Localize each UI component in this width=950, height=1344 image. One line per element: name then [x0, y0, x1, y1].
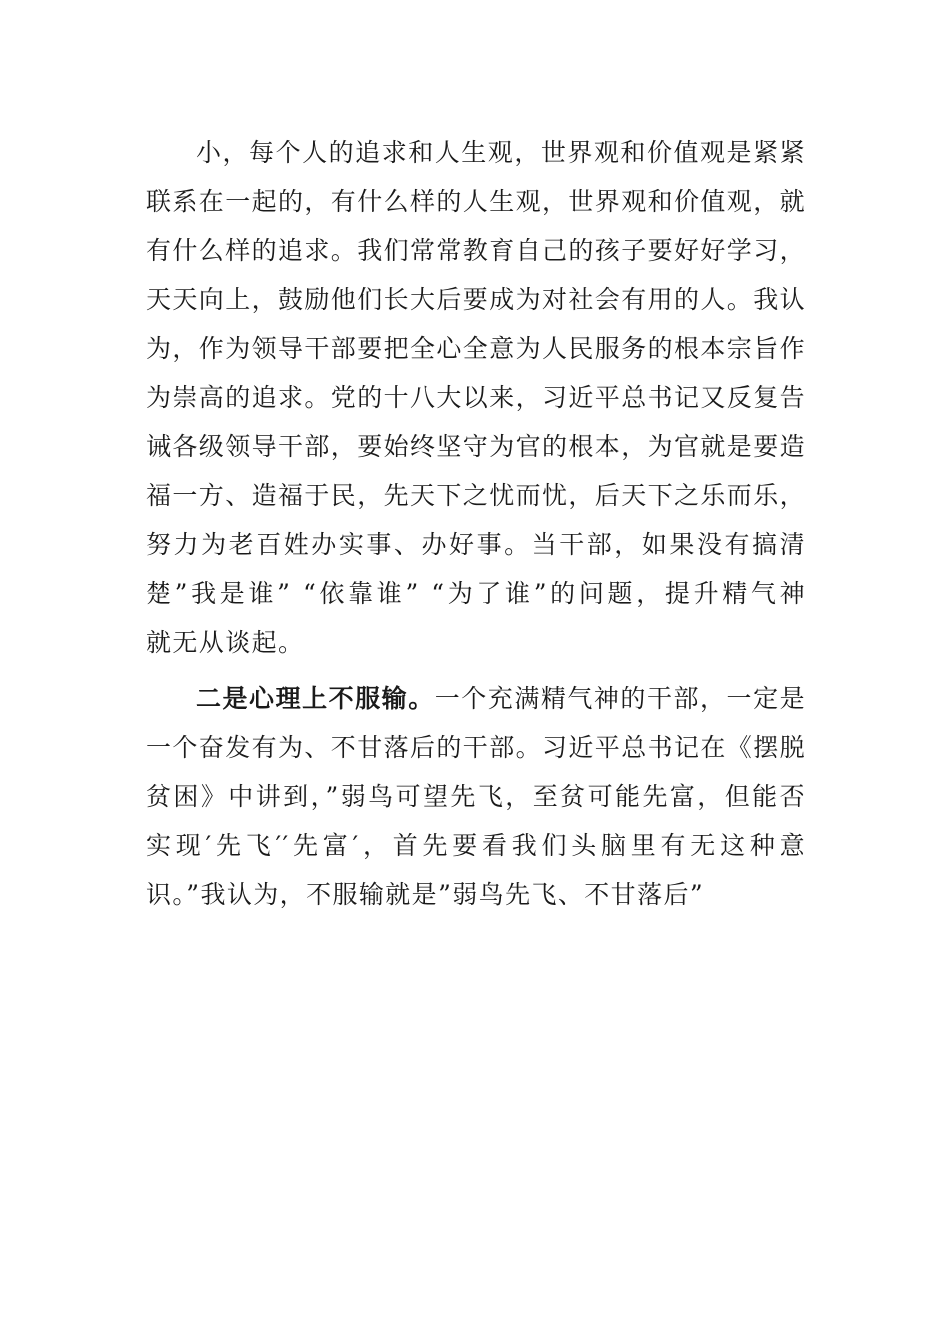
text-line: 为，作为领导干部要把全心全意为人民服务的根本宗旨作 — [146, 334, 807, 363]
text-line: 楚”我是谁” “依靠谁” “为了谁”的问题，提升精气神 — [146, 579, 806, 608]
paragraph-1 — [146, 128, 806, 667]
text-line: 努力为老百姓办实事、办好事。当干部，如果没有搞清 — [146, 530, 806, 559]
text-line: 为崇高的追求。党的十八大以来，习近平总书记又反复告 — [146, 383, 807, 412]
text-line: 小，每个人的追求和人生观，世界观和价值观是紧紧 — [196, 138, 806, 167]
paragraph-2-first-line — [146, 674, 806, 723]
text-line: 有什么样的追求。我们常常教育自己的孩子要好好学习， — [146, 236, 807, 265]
paragraph-2 — [146, 674, 806, 919]
text-line: 联系在一起的，有什么样的人生观，世界观和价值观，就 — [146, 187, 807, 216]
text-line: 贫困》中讲到，”弱鸟可望先飞，至贫可能先富，但能否 — [146, 782, 806, 811]
text-line: 诫各级领导干部，要始终坚守为官的根本，为官就是要造 — [146, 432, 807, 461]
text-line: 实现′先飞′′先富′，首先要看我们头脑里有无这种意 — [146, 831, 806, 860]
paragraph-lead-heading: 二是心理上不服输。 — [196, 684, 435, 713]
text-line: 一个奋发有为、不甘落后的干部。习近平总书记在《摆脱 — [146, 733, 807, 762]
paragraph-2-first-line-rest: 一个充满精气神的干部，一定是 — [434, 684, 806, 713]
text-line: 就无从谈起。 — [146, 628, 305, 657]
text-line: 福一方、造福于民，先天下之忧而忧，后天下之乐而乐， — [146, 481, 807, 510]
text-line: 天天向上，鼓励他们长大后要成为对社会有用的人。我认 — [146, 285, 807, 314]
text-line: 识。”我认为，不服输就是”弱鸟先飞、不甘落后” — [146, 880, 705, 909]
